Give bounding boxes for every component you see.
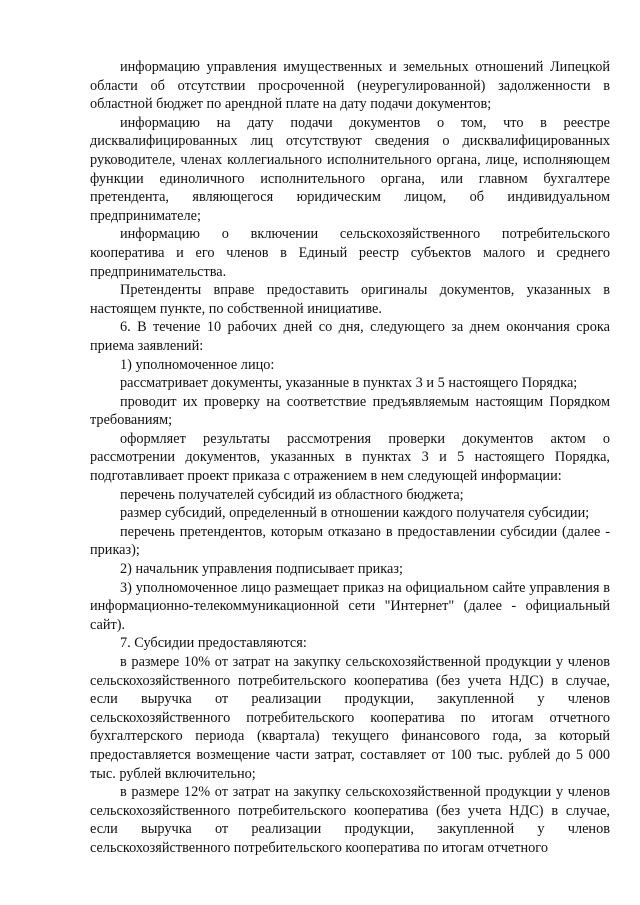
paragraph-disqualified-registry-info: информацию на дату подачи документов о том, что в реестре дисквалифицированных лиц отсутствуют сведения о дисквалифицированных руководителе, членах коллегиального исполнительного органа, лице, исполняющем функции единоличного исполнительного органа, или главном бухгалтере претендента, являющегося юридическим лицом, об индивидуальном предпринимателе; [90,114,610,224]
paragraph-recipients-list: перечень получателей субсидий из областного бюджета; [120,486,464,503]
paragraph-item-1: 1) уполномоченное лицо: [120,356,275,373]
document-page [90,58,610,858]
paragraph-item-3: 3) уполномоченное лицо размещает приказ на официальном сайте управления в информационно-телекоммуникационной сети "Интернет" (далее - официальный сайт). [90,579,610,633]
paragraph-section-7: 7. Субсидии предоставляются: [120,635,307,652]
paragraph-checks-documents: проводит их проверку на соответствие предъявляемым настоящим Порядком требованиям; [90,393,610,429]
paragraph-section-6: 6. В течение 10 рабочих дней со дня, следующего за днем окончания срока приема заявлений: [90,319,610,354]
paragraph-reviews-documents: рассматривает документы, указанные в пунктах 3 и 5 настоящего Порядка; [120,375,578,392]
paragraph-refused-list: перечень претендентов, которым отказано в предоставлении субсидии (далее - приказ); [90,523,610,559]
paragraph-sme-registry-info: информацию о включении сельскохозяйственного потребительского кооператива и его членов в Единый реестр субъектов малого и среднего предпринимательства. [90,226,610,280]
paragraph-subsidy-10-percent: в размере 10% от затрат на закупку сельскохозяйственной продукции у членов сельскохозяйственного потребительского кооператива (без учета НДС) в случае, если выручка от реализации продукции, закупленной у членов сельскохозяйственного потребительского кооператива по итогам отчетного бухгалтерского периода (квартала) текущего финансового года, за который предоставляется возмещение части затрат, составляет от 100 тыс. рублей до 5 000 тыс. рублей включительно; [90,654,610,782]
paragraph-subsidy-size: размер субсидий, определенный в отношении каждого получателя субсидии; [120,505,590,522]
paragraph-property-debt-info: информацию управления имущественных и земельных отношений Липецкой области об отсутствии просроченной (неурегулированной) задолженности в областной бюджет по арендной плате на дату подачи документов; [90,59,610,113]
paragraph-subsidy-12-percent: в размере 12% от затрат на закупку сельскохозяйственной продукции у членов сельскохозяйственного потребительского кооператива (без учета НДС) в случае, если выручка от реализации продукции, закупленной у членов сельскохозяйственного потребительского кооператива по итогам отчетного [90,784,610,856]
paragraph-item-2: 2) начальник управления подписывает приказ; [120,561,403,578]
paragraph-originals-note: Претенденты вправе предоставить оригиналы документов, указанных в настоящем пункте, по собственной инициативе. [90,282,610,317]
paragraph-formalizes-results: оформляет результаты рассмотрения проверки документов актом о рассмотрении документов, указанных в пунктах 3 и 5 настоящего Порядка, подготавливает проект приказа с отражением в нем следующей информации: [90,430,610,485]
